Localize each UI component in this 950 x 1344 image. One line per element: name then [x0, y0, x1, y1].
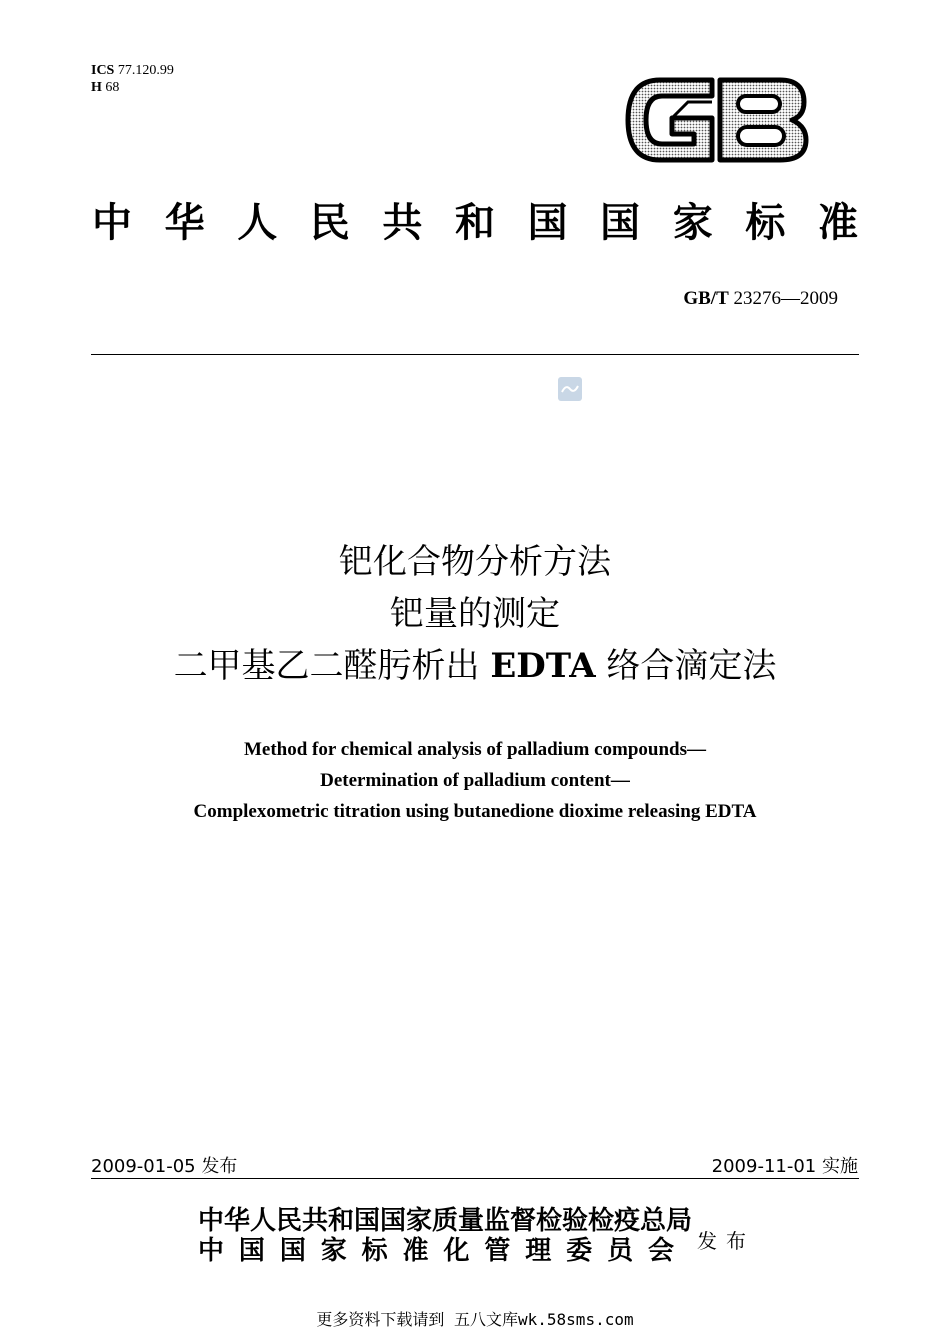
- issuer-char: 准: [402, 1236, 429, 1266]
- english-title: [0, 734, 950, 827]
- issuer-char: 会: [647, 1236, 674, 1266]
- implementation-date-label: 实施: [822, 1156, 858, 1177]
- issuer-char: 国: [279, 1236, 306, 1266]
- bottom-divider: [91, 1178, 859, 1179]
- title-line-3: [0, 640, 950, 692]
- title-char: 共: [382, 200, 423, 246]
- english-title-line-2: Determination of palladium content—: [320, 770, 630, 791]
- issue-date: [91, 1152, 237, 1178]
- title-char: 民: [309, 200, 350, 246]
- ics-label: ICS: [91, 63, 115, 78]
- title-char: 人: [237, 200, 278, 246]
- title-line-2: 钯量的测定: [390, 594, 560, 634]
- publish-label: 发布: [697, 1229, 755, 1253]
- issuer-char: 家: [320, 1236, 347, 1266]
- gb-logo-icon: [620, 72, 810, 168]
- national-standard-title: [92, 198, 858, 248]
- issuer-char: 标: [361, 1236, 388, 1266]
- title-char: 国: [600, 200, 641, 246]
- english-title-line-1: Method for chemical analysis of palladium compounds—: [243, 739, 707, 760]
- title-line-3-part-b: EDTA: [490, 646, 596, 686]
- chinese-title: [0, 536, 950, 692]
- title-line-3-part-c: 络合滴定法: [606, 646, 777, 686]
- sac-mark-icon: [557, 376, 583, 402]
- classification-codes: [91, 62, 174, 96]
- issuer-char: 中: [198, 1236, 225, 1266]
- footer-download-note: 更多资料下载请到 五八文库wk.58sms.com: [316, 1310, 634, 1329]
- implementation-date: [712, 1152, 858, 1178]
- issue-date-label: 发布: [201, 1156, 238, 1177]
- standard-number: [683, 288, 838, 310]
- ccs-label: H: [91, 80, 102, 95]
- standard-prefix: GB/T: [683, 288, 729, 309]
- issue-date-value: 2009-01-05: [91, 1156, 196, 1177]
- title-char: 国: [527, 200, 568, 246]
- issuer-char: 化: [443, 1236, 470, 1266]
- title-line-3-part-a: 二甲基乙二醛肟析出: [173, 646, 480, 686]
- title-char: 和: [454, 200, 495, 246]
- title-char: 准: [817, 200, 858, 246]
- implementation-date-value: 2009-11-01: [711, 1156, 817, 1177]
- top-divider: [91, 354, 859, 355]
- title-line-1: 钯化合物分析方法: [339, 542, 611, 582]
- ics-value: 77.120.99: [117, 63, 174, 78]
- issuer-char: 管: [484, 1236, 511, 1266]
- english-title-line-3: Complexometric titration using butanedione dioxime releasing EDTA: [193, 801, 757, 822]
- ccs-value: 68: [105, 80, 120, 95]
- issuer-line-1: 中华人民共和国国家质量监督检验检疫总局: [198, 1206, 693, 1236]
- title-char: 家: [672, 200, 713, 246]
- issuer-char: 国: [238, 1236, 265, 1266]
- issuer-char: 员: [607, 1236, 634, 1266]
- standard-value: 23276—2009: [733, 288, 838, 309]
- issuer-char: 委: [566, 1236, 593, 1266]
- title-char: 标: [745, 200, 786, 246]
- title-char: 华: [164, 200, 205, 246]
- title-char: 中: [92, 200, 132, 246]
- logo-text: GB: [620, 72, 622, 73]
- issuer-line-2: [198, 1236, 674, 1266]
- issuer-char: 理: [525, 1236, 552, 1266]
- issuing-authorities: [198, 1206, 693, 1266]
